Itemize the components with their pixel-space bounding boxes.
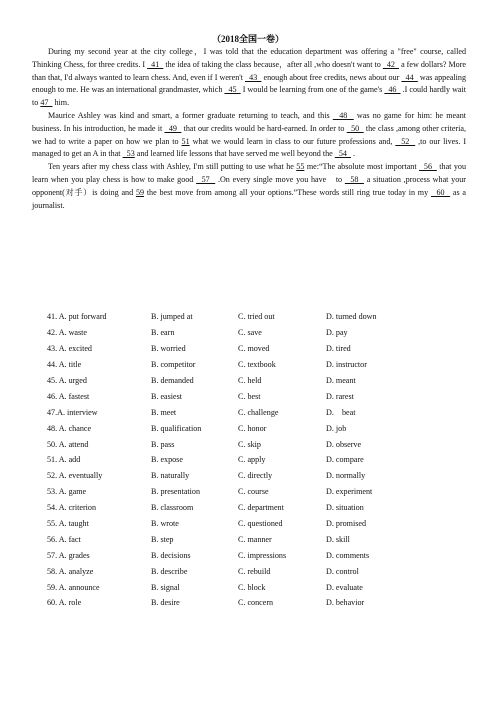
- blank-number: 48: [332, 110, 354, 120]
- option-choice: D. situation: [326, 503, 364, 513]
- option-choice: B. presentation: [151, 487, 201, 497]
- answer-options-list: [47, 309, 467, 611]
- passage-text: I would be learning from one of the game's: [242, 85, 383, 95]
- option-choice: C. challenge: [238, 407, 279, 417]
- passage-text: him.: [54, 98, 70, 108]
- option-choice: C. department: [238, 503, 284, 513]
- passage-text: Ten years after my chess class with Ashley, I'm still putting to use what he: [48, 162, 294, 172]
- blank-number: 43: [245, 72, 262, 82]
- option-choice: 41. A. put forward: [47, 312, 107, 322]
- option-choice: B. expose: [151, 455, 183, 465]
- blank-number: 58: [344, 174, 364, 184]
- option-row: [47, 484, 467, 500]
- option-choice: 51. A. add: [47, 455, 81, 465]
- option-row: [47, 563, 467, 579]
- option-choice: B. worried: [151, 344, 186, 354]
- blank-number: 53: [122, 149, 135, 159]
- blank-number: 55: [296, 162, 305, 172]
- option-row: [47, 452, 467, 468]
- option-row: [47, 325, 467, 341]
- blank-number: 41: [147, 59, 164, 69]
- passage-text: a few dollars? More than that, I'd always wanted to learn chess. And, even if I weren't: [32, 59, 467, 82]
- option-choice: B. decisions: [151, 550, 191, 560]
- option-choice: D. experiment: [326, 487, 373, 497]
- option-choice: 53. A. game: [47, 487, 87, 497]
- option-choice: C. best: [238, 391, 261, 401]
- option-row: [47, 547, 467, 563]
- option-row: [47, 420, 467, 436]
- blank-number: 60: [430, 187, 451, 197]
- option-choice: D. normally: [326, 471, 366, 481]
- option-row: [47, 404, 467, 420]
- option-choice: 45. A. urged: [47, 376, 87, 385]
- page-title: （2018全国一卷）: [211, 34, 284, 44]
- blank-number: 57: [196, 174, 216, 184]
- option-choice: C. manner: [238, 534, 272, 544]
- option-row: [47, 516, 467, 532]
- option-choice: B. wrote: [151, 519, 179, 529]
- passage-text: enough about free credits, news about our: [263, 72, 400, 82]
- option-row: [47, 531, 467, 547]
- option-row: [47, 341, 467, 357]
- option-row: [47, 579, 467, 595]
- passage-text: the idea of taking the class because，after all ,who doesn't want to: [165, 59, 381, 69]
- blank-number: 42: [382, 59, 400, 69]
- option-row: [47, 373, 467, 389]
- blank-number: 52: [395, 136, 416, 146]
- option-row: [47, 500, 467, 516]
- passage-text: .On every single move you have to: [217, 174, 343, 184]
- option-choice: 47.A. interview: [47, 407, 98, 417]
- passage-text: a situation ,process what your opponent(对手）is doing and: [32, 174, 466, 197]
- option-choice: D. rarest: [326, 391, 354, 401]
- option-choice: B. pass: [151, 439, 175, 449]
- blank-number: 56: [419, 162, 437, 172]
- option-choice: C. questioned: [238, 519, 283, 529]
- option-choice: D. tired: [326, 344, 351, 354]
- passage-text: what we would learn in class to our future professions and,: [192, 136, 393, 146]
- passage-text: .: [353, 149, 356, 159]
- option-choice: B. qualification: [151, 423, 202, 433]
- option-choice: 56. A. fact: [47, 534, 81, 544]
- blank-number: 49: [164, 123, 182, 133]
- option-choice: 58. A. analyze: [47, 566, 94, 576]
- option-choice: C. apply: [238, 455, 266, 465]
- blank-number: 50: [346, 123, 364, 133]
- passage-text: me:“The absolute most important: [306, 162, 417, 172]
- option-choice: B. jumped at: [151, 312, 193, 322]
- option-row: [47, 468, 467, 484]
- option-choice: D. instructor: [326, 360, 367, 370]
- option-choice: 46. A. fastest: [47, 391, 90, 401]
- passage-text: ,to our lives. I managed to get an A in that: [32, 136, 467, 159]
- passage-text: the class ,among other criteria, we had to write a paper on how we plan to: [32, 123, 466, 146]
- blank-number: 44: [401, 72, 418, 82]
- blank-number: 59: [135, 187, 145, 197]
- option-choice: B. earn: [151, 328, 175, 338]
- option-choice: 57. A. grades: [47, 550, 90, 560]
- option-choice: B. easiest: [151, 391, 183, 401]
- option-choice: B. signal: [151, 582, 180, 592]
- option-choice: 44. A. title: [47, 360, 82, 370]
- option-choice: 52. A. eventually: [47, 471, 103, 481]
- option-choice: D. evaluate: [326, 582, 363, 592]
- option-choice: C. directly: [238, 471, 273, 481]
- option-choice: D. meant: [326, 376, 356, 385]
- option-choice: C. textbook: [238, 360, 276, 370]
- option-choice: D. skill: [326, 534, 350, 544]
- option-choice: D. control: [326, 566, 359, 576]
- option-choice: C. moved: [238, 344, 270, 354]
- option-choice: D. behavior: [326, 598, 365, 608]
- passage-text: Maurice Ashley was kind and smart, a former graduate returning to teach, and this: [48, 110, 330, 120]
- passage-text: as a journalist.: [32, 187, 467, 210]
- option-choice: B. competitor: [151, 360, 196, 370]
- option-choice: 43. A. excited: [47, 344, 92, 354]
- option-choice: 54. A. criterion: [47, 503, 97, 513]
- option-row: [47, 309, 467, 325]
- option-choice: C. honor: [238, 423, 267, 433]
- option-choice: 59. A. announce: [47, 582, 100, 592]
- passage-text: the best move from among all your options.”These words still ring true today in my: [146, 187, 429, 197]
- passage-text: .I could hardly wait to: [32, 85, 467, 108]
- option-choice: D. compare: [326, 455, 364, 465]
- option-row: [47, 357, 467, 373]
- option-choice: B. classroom: [151, 503, 194, 513]
- passage-paragraph: [32, 110, 466, 161]
- option-choice: 60. A. role: [47, 598, 82, 608]
- passage-text: that you learn when you play chess is how to make good: [32, 162, 467, 184]
- option-row: [47, 595, 467, 611]
- option-row: [47, 436, 467, 452]
- option-choice: D. promised: [326, 519, 367, 529]
- option-choice: C. course: [238, 487, 269, 497]
- option-choice: 48. A. chance: [47, 423, 92, 433]
- blank-number: 46: [384, 85, 401, 95]
- option-choice: D. pay: [326, 328, 348, 338]
- blank-number: 45: [224, 85, 241, 95]
- option-row: [47, 388, 467, 404]
- option-choice: C. impressions: [238, 550, 287, 560]
- blank-number: 51: [181, 136, 190, 146]
- passage-paragraph: [32, 46, 466, 110]
- passage-text: During my second year at the city college，I was told that the education department was offering a "free" course, called Thinking Chess, for three credits. I: [32, 47, 466, 69]
- passage-paragraph: [32, 161, 466, 212]
- option-choice: C. tried out: [238, 312, 275, 322]
- option-choice: D. comments: [326, 550, 370, 560]
- passage-text: that our credits would be hard-earned. In order to: [183, 123, 345, 133]
- option-choice: 55. A. taught: [47, 519, 89, 529]
- passage-text: was no game for him: he meant business. In his introduction, he made it: [32, 110, 466, 133]
- option-choice: C. block: [238, 582, 266, 592]
- blank-number: 54: [334, 149, 351, 159]
- blank-number: 47: [40, 98, 53, 108]
- option-choice: 50. A. attend: [47, 439, 89, 449]
- option-choice: B. meet: [151, 407, 177, 417]
- cloze-passage: [32, 46, 466, 212]
- option-choice: C. concern: [238, 598, 274, 608]
- option-choice: B. demanded: [151, 376, 194, 385]
- passage-text: was appealing enough to me. He was an international grandmaster, which: [32, 72, 466, 95]
- option-choice: B. describe: [151, 566, 188, 576]
- option-choice: C. rebuild: [238, 566, 271, 576]
- option-choice: C. save: [238, 328, 262, 338]
- passage-text: and learned life lessons that have served me well beyond the: [136, 149, 333, 159]
- option-choice: C. held: [238, 376, 262, 385]
- option-choice: B. step: [151, 534, 174, 544]
- option-choice: B. naturally: [151, 471, 190, 481]
- option-choice: B. desire: [151, 598, 180, 608]
- option-choice: D. beat: [326, 407, 356, 417]
- option-choice: D. observe: [326, 439, 362, 449]
- option-choice: D. job: [326, 423, 347, 433]
- option-choice: C. skip: [238, 439, 261, 449]
- option-choice: 42. A. waste: [47, 328, 88, 338]
- option-choice: D. turned down: [326, 312, 377, 322]
